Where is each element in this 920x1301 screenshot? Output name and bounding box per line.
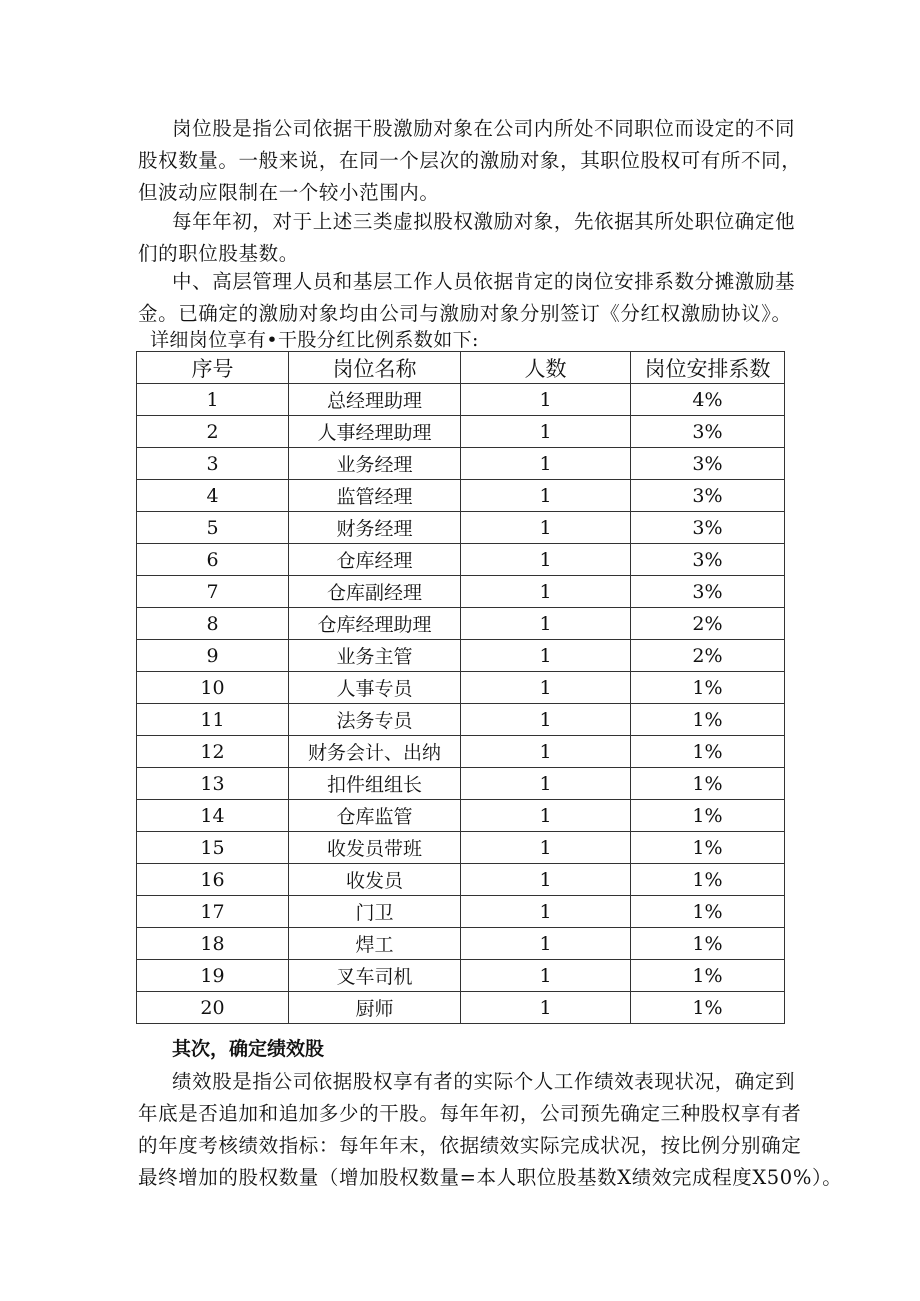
table-row (137, 512, 785, 544)
cell-index: 16 (137, 864, 289, 896)
cell-headcount: 1 (461, 672, 631, 704)
cell-position-name: 业务经理 (289, 448, 461, 480)
table-row (137, 448, 785, 480)
cell-position-name: 仓库副经理 (289, 576, 461, 608)
table-row (137, 416, 785, 448)
header-position-name: 岗位名称 (289, 352, 461, 384)
cell-position-name: 仓库经理 (289, 544, 461, 576)
table-row (137, 544, 785, 576)
cell-headcount: 1 (461, 512, 631, 544)
cell-position-name: 收发员带班 (289, 832, 461, 864)
cell-index: 5 (137, 512, 289, 544)
text-line: 绩效股是指公司依据股权享有者的实际个人工作绩效表现状况，确定到 (172, 1070, 796, 1093)
cell-coefficient: 1% (631, 992, 785, 1024)
cell-coefficient: 1% (631, 960, 785, 992)
cell-headcount: 1 (461, 384, 631, 416)
text-line: 金。已确定的激励对象均由公司与激励对象分别签订《分红权激励协议》。 (138, 302, 792, 325)
text-line: 每年年初，对于上述三类虚拟股权激励对象，先依据其所处职位确定他 (172, 210, 796, 233)
table-row (137, 992, 785, 1024)
cell-coefficient: 3% (631, 416, 785, 448)
cell-position-name: 监管经理 (289, 480, 461, 512)
table-row (137, 704, 785, 736)
cell-headcount: 1 (461, 576, 631, 608)
cell-headcount: 1 (461, 800, 631, 832)
cell-headcount: 1 (461, 480, 631, 512)
cell-headcount: 1 (461, 416, 631, 448)
table-body (137, 384, 785, 1024)
cell-position-name: 收发员 (289, 864, 461, 896)
cell-index: 18 (137, 928, 289, 960)
cell-headcount: 1 (461, 864, 631, 896)
cell-position-name: 财务会计、出纳 (289, 736, 461, 768)
cell-index: 15 (137, 832, 289, 864)
cell-position-name: 总经理助理 (289, 384, 461, 416)
text-line: 岗位股是指公司依据干股激励对象在公司内所处不同职位而设定的不同 (172, 117, 796, 140)
table-row (137, 768, 785, 800)
cell-coefficient: 1% (631, 768, 785, 800)
cell-coefficient: 4% (631, 384, 785, 416)
cell-headcount: 1 (461, 736, 631, 768)
cell-coefficient: 1% (631, 928, 785, 960)
cell-coefficient: 3% (631, 544, 785, 576)
cell-position-name: 人事经理助理 (289, 416, 461, 448)
section-heading: 其次，确定绩效股 (172, 1038, 325, 1060)
table-row (137, 896, 785, 928)
table-header-row (137, 352, 785, 384)
cell-position-name: 财务经理 (289, 512, 461, 544)
cell-coefficient: 3% (631, 576, 785, 608)
paragraph-position-shares (138, 113, 808, 209)
cell-position-name: 门卫 (289, 896, 461, 928)
cell-headcount: 1 (461, 704, 631, 736)
paragraph-performance-shares (138, 1066, 843, 1194)
cell-coefficient: 1% (631, 864, 785, 896)
cell-coefficient: 3% (631, 448, 785, 480)
text-line: 最终增加的股权数量（增加股权数量=本人职位股基数X绩效完成程度X50%）。 (138, 1166, 843, 1189)
cell-position-name: 扣件组组长 (289, 768, 461, 800)
header-index: 序号 (137, 352, 289, 384)
table-row (137, 640, 785, 672)
text-line: 股权数量。一般来说，在同一个层次的激励对象，其职位股权可有所不同， (138, 149, 802, 172)
cell-headcount: 1 (461, 896, 631, 928)
cell-coefficient: 1% (631, 800, 785, 832)
table-row (137, 832, 785, 864)
cell-coefficient: 1% (631, 704, 785, 736)
text-line: 们的职位股基数。 (138, 242, 299, 265)
table-row (137, 800, 785, 832)
cell-position-name: 业务主管 (289, 640, 461, 672)
cell-index: 10 (137, 672, 289, 704)
table-row (137, 928, 785, 960)
cell-index: 11 (137, 704, 289, 736)
table-row (137, 384, 785, 416)
table-row (137, 736, 785, 768)
cell-headcount: 1 (461, 608, 631, 640)
header-coefficient: 岗位安排系数 (631, 352, 785, 384)
text-line: 中、高层管理人员和基层工作人员依据肯定的岗位安排系数分摊激励基 (172, 270, 796, 293)
cell-index: 7 (137, 576, 289, 608)
table-intro: 详细岗位享有•干股分红比例系数如下: (150, 329, 479, 351)
position-coefficient-table (136, 351, 785, 1024)
cell-headcount: 1 (461, 928, 631, 960)
cell-position-name: 人事专员 (289, 672, 461, 704)
paragraph-annual-base (138, 206, 808, 270)
cell-coefficient: 1% (631, 896, 785, 928)
cell-index: 14 (137, 800, 289, 832)
text-line: 的年度考核绩效指标：每年年末，依据绩效实际完成状况，按比例分别确定 (138, 1134, 802, 1157)
table-row (137, 672, 785, 704)
cell-headcount: 1 (461, 768, 631, 800)
cell-index: 12 (137, 736, 289, 768)
cell-coefficient: 3% (631, 512, 785, 544)
cell-coefficient: 2% (631, 640, 785, 672)
cell-index: 17 (137, 896, 289, 928)
cell-position-name: 焊工 (289, 928, 461, 960)
cell-coefficient: 1% (631, 736, 785, 768)
cell-index: 20 (137, 992, 289, 1024)
cell-headcount: 1 (461, 640, 631, 672)
table-row (137, 608, 785, 640)
cell-index: 2 (137, 416, 289, 448)
cell-index: 19 (137, 960, 289, 992)
cell-index: 4 (137, 480, 289, 512)
cell-coefficient: 1% (631, 672, 785, 704)
cell-index: 13 (137, 768, 289, 800)
cell-position-name: 叉车司机 (289, 960, 461, 992)
text-line: 但波动应限制在一个较小范围内。 (138, 181, 440, 204)
table-row (137, 864, 785, 896)
cell-position-name: 法务专员 (289, 704, 461, 736)
cell-index: 8 (137, 608, 289, 640)
cell-coefficient: 3% (631, 480, 785, 512)
cell-headcount: 1 (461, 832, 631, 864)
table-row (137, 576, 785, 608)
cell-headcount: 1 (461, 448, 631, 480)
cell-coefficient: 1% (631, 832, 785, 864)
cell-position-name: 厨师 (289, 992, 461, 1024)
cell-index: 9 (137, 640, 289, 672)
cell-position-name: 仓库监管 (289, 800, 461, 832)
cell-headcount: 1 (461, 992, 631, 1024)
cell-coefficient: 2% (631, 608, 785, 640)
text-line: 年底是否追加和追加多少的干股。每年年初，公司预先确定三种股权享有者 (138, 1102, 802, 1125)
cell-index: 6 (137, 544, 289, 576)
cell-headcount: 1 (461, 544, 631, 576)
cell-position-name: 仓库经理助理 (289, 608, 461, 640)
cell-index: 1 (137, 384, 289, 416)
table-row (137, 960, 785, 992)
cell-index: 3 (137, 448, 289, 480)
table-row (137, 480, 785, 512)
paragraph-allocation (138, 266, 808, 330)
header-headcount: 人数 (461, 352, 631, 384)
cell-headcount: 1 (461, 960, 631, 992)
